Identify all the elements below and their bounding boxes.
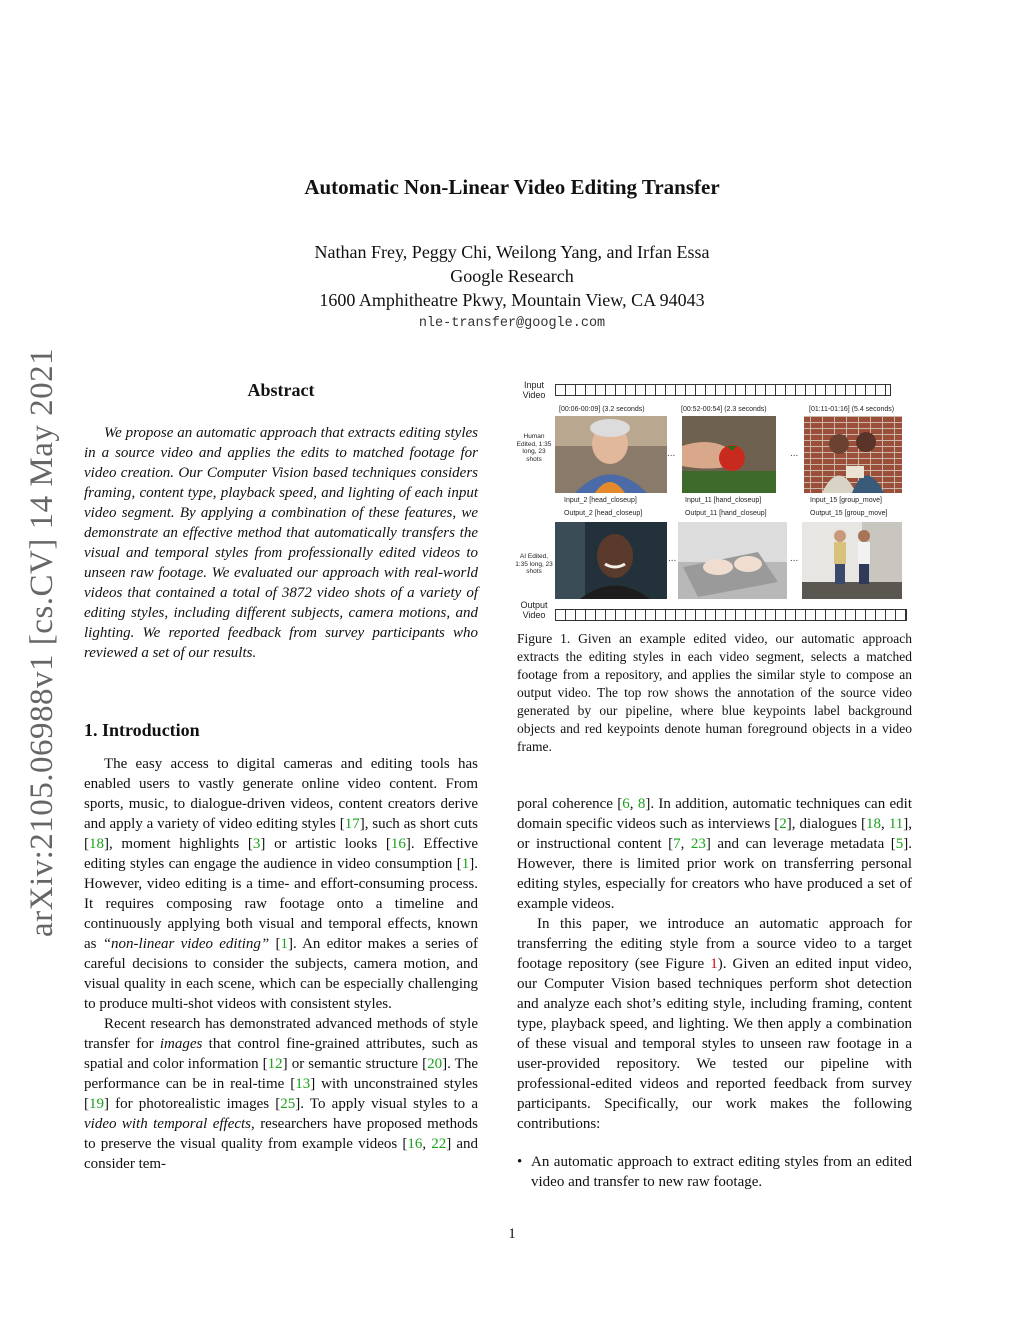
segment-time-2: [00:52-00:54] (2.3 seconds) <box>681 406 767 413</box>
citation-link[interactable]: 25 <box>280 1096 296 1112</box>
hands-typing-laptop-image <box>678 522 787 599</box>
output-segment-label-1: Output_2 [head_closeup] <box>564 510 643 517</box>
input-timeline-strip <box>555 384 891 396</box>
paper-title: Automatic Non-Linear Video Editing Transfer <box>304 175 720 199</box>
author-block <box>0 240 1024 336</box>
citation-link[interactable]: 16 <box>407 1136 423 1152</box>
output-video-label: Output Video <box>520 600 548 620</box>
citation-link[interactable]: 1 <box>280 936 288 952</box>
arxiv-identifier: arXiv:2105.06988v1 [cs.CV] 14 May 2021 <box>24 347 60 937</box>
two-women-walking-image <box>802 522 902 599</box>
contribution-bullet-1 <box>517 1152 912 1192</box>
couple-reading-image <box>804 416 902 493</box>
citation-link[interactable]: 22 <box>431 1136 447 1152</box>
abstract-text: We propose an automatic approach that extracts editing styles in a source video and applies the edits to matched footage for video creation. Our Computer Vision based techniques considers framing, content type, playback speed, and lighting of each input video segment. By applying a combination of these features, we demonstrate an effective method that automatically transfers the visual and temporal styles from professionally edited videos to unseen raw footage. We evaluated our approach with real-world videos that contained a total of 3872 video shots of a variety of editing styles, including different subjects, camera motions, and lighting. We reported feedback from survey participants who reviewed a set of our results. <box>84 425 478 661</box>
input-segment-label-3: Input_15 [group_move] <box>810 497 882 504</box>
output-timeline-strip <box>555 609 907 621</box>
frame-hand-closeup-input <box>682 416 776 493</box>
input-video-label: Input Video <box>522 380 546 400</box>
citation-link[interactable]: 19 <box>89 1096 104 1112</box>
intro-paragraph-2: Recent research has demonstrated advanced methods of style transfer for images that control fine-grained attributes, such as spatial and color information [12] or semantic structure [20]. The performance can be in real-time [13] with unconstrained styles [19] for photorealistic images [25]. To apply visual styles to a video with temporal effects, researchers have proposed methods to preserve the visual quality from example videos [16, 22] and consider tem- <box>84 1016 479 1172</box>
affiliation: Google Research <box>450 266 574 286</box>
segment-time-1: [00:06-00:09] (3.2 seconds) <box>559 406 645 413</box>
citation-link[interactable]: 18 <box>866 816 882 832</box>
smiling-man-image <box>555 522 667 599</box>
citation-link[interactable]: 6 <box>622 796 630 812</box>
section-heading-introduction: 1. Introduction <box>84 720 200 740</box>
output-segment-label-2: Output_11 [hand_closeup] <box>685 510 767 517</box>
citation-link[interactable]: 11 <box>888 816 904 832</box>
figure-reference-link[interactable]: 1 <box>710 956 718 972</box>
right-paragraph-2: In this paper, we introduce an automatic approach for transferring the editing style from a source video to a target footage repository (see Figure 1). Given an edited input video, our Computer Vision based techniques perform shot detection and analyze each shot’s editing style, including framing, content type, playback speed, and lighting. We then apply a combination of these visual and temporal styles to unseen raw footage in a user-provided repository. We tested our pipeline with professional-edited videos and reported feedback from survey participants. Specifically, our work makes the following contributions: <box>517 916 913 1132</box>
ellipsis-1: ... <box>667 448 676 459</box>
frame-head-closeup-input <box>555 416 667 493</box>
figure-1-caption: Figure 1. Given an example edited video, our automatic approach extracts the editing styles in each video segment, selects a matched footage from a repository, and applies the similar style to compose an output video. The top row shows the annotation of the source video generated by our pipeline, where blue keypoints label background objects and red keypoints denote human foreground objects in a video frame. <box>517 631 912 754</box>
citation-link[interactable]: 2 <box>779 816 787 832</box>
input-segment-label-2: Input_11 [hand_closeup] <box>685 497 762 504</box>
figure-1 <box>515 378 913 626</box>
right-column-body <box>517 794 912 1192</box>
citation-link[interactable]: 13 <box>295 1076 311 1092</box>
frame-hand-closeup-output <box>678 522 787 599</box>
human-edited-label: Human Edited, 1:35 long, 23 shots <box>516 433 552 463</box>
citation-link[interactable]: 1 <box>461 856 470 872</box>
frame-head-closeup-output <box>555 522 667 599</box>
citation-link[interactable]: 17 <box>344 816 360 832</box>
input-segment-label-1: Input_2 [head_closeup] <box>564 497 637 504</box>
address: 1600 Amphitheatre Pkwy, Mountain View, CA 94043 <box>319 290 705 310</box>
citation-link[interactable]: 23 <box>690 836 706 852</box>
output-segment-label-3: Output_15 [group_move] <box>810 510 888 517</box>
segment-time-3: [01:11-01:16] (5.4 seconds) <box>809 406 895 413</box>
contribution-text: An automatic approach to extract editing styles from an edited video and transfer to new raw footage. <box>531 1154 912 1190</box>
citation-link[interactable]: 18 <box>89 836 104 852</box>
abstract-heading: Abstract <box>247 380 315 400</box>
frame-group-move-input <box>804 416 902 493</box>
citation-link[interactable]: 20 <box>427 1056 443 1072</box>
citation-link[interactable]: 16 <box>390 836 406 852</box>
citation-link[interactable]: 12 <box>267 1056 283 1072</box>
citation-link[interactable]: 8 <box>637 796 646 812</box>
hand-tomato-image <box>682 416 776 493</box>
contact-email[interactable]: nle-transfer@google.com <box>418 316 606 331</box>
author-names: Nathan Frey, Peggy Chi, Weilong Yang, and Irfan Essa <box>314 242 710 262</box>
ellipsis-4: ... <box>790 553 799 564</box>
page-number: 1 <box>508 1226 516 1242</box>
ellipsis-3: ... <box>668 553 677 564</box>
intro-paragraph-1: The easy access to digital cameras and editing tools has enabled users to vastly generate online video content. From sports, music, to dialogue-driven videos, content creators derive and apply a variety of video editing styles [17], such as short cuts [18], moment highlights [3] or artistic looks [16]. Effective editing styles can engage the audience in video consumption [1]. However, video editing is a time- and effort-consuming process. It requires composing raw footage onto a timeline and continuously applying both visual and temporal effects, known as “non-linear video editing” [1]. An editor makes a series of careful decisions to consider the subjects, camera motion, and visual quality in each scene, which can be especially challenging to produce multi-shot videos with consistent styles. <box>84 756 478 1012</box>
citation-link[interactable]: 7 <box>673 836 681 852</box>
introduction-body <box>84 754 478 1174</box>
bullet-marker: • <box>517 1154 523 1170</box>
right-paragraph-1: poral coherence [6, 8]. In addition, automatic techniques can edit domain specific videos such as interviews [2], dialogues [18, 11], or instructional content [7, 23] and can leverage metadata [5]. However, there is limited prior work on transferring personal editing styles, especially for creators who have produced a set of example videos. <box>517 796 913 912</box>
ellipsis-2: ... <box>790 448 799 459</box>
elderly-man-cooking-image <box>555 416 667 493</box>
frame-group-move-output <box>802 522 902 599</box>
citation-link[interactable]: 5 <box>895 836 904 852</box>
ai-edited-label: AI Edited, 1:35 long, 23 shots <box>515 553 553 575</box>
citation-link[interactable]: 3 <box>252 836 261 852</box>
